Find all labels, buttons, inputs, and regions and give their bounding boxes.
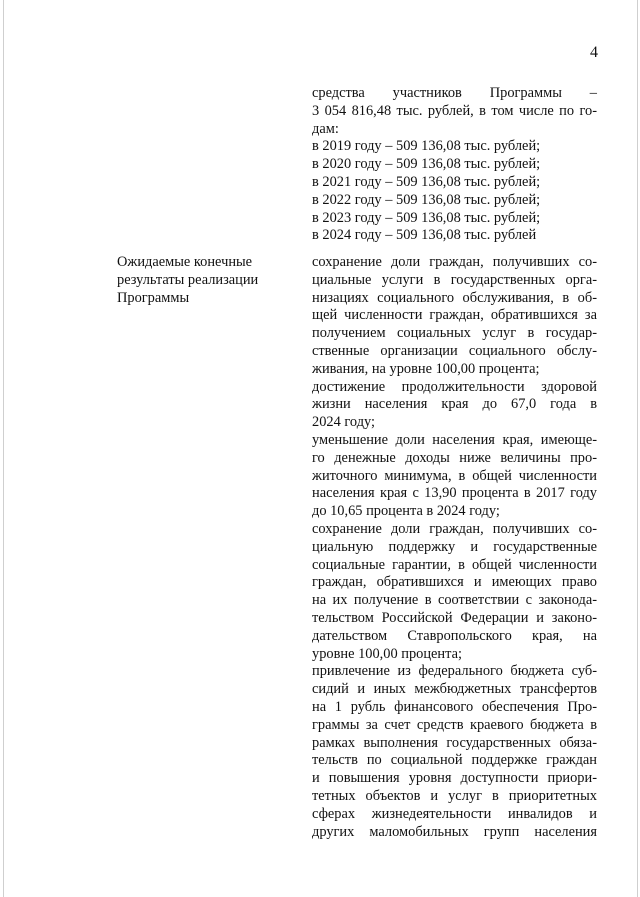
text-line: в 2019 году – 509 136,08 тыс. рублей; [312,138,541,155]
text-line: жизни населения края до 67,0 года в [312,396,597,413]
text-line: живания, на уровне 100,00 процента; [312,360,540,377]
text-line: в 2020 году – 509 136,08 тыс. рублей; [312,156,541,173]
expected-results-text-block [312,254,597,841]
text-line: в 2022 году – 509 136,08 тыс. рублей; [312,191,541,208]
text-line: дательством Ставропольского края, на [312,627,597,644]
text-line: 3 054 816,48 тыс. рублей, в том числе по го- [312,102,597,119]
text-line: циальную поддержку и государственные [312,538,597,555]
text-line: тельств по социальной поддержке граждан [312,752,597,769]
text-line: получением социальных услуг в государ- [312,325,597,342]
text-line: го денежные доходы ниже величины про- [312,449,597,466]
text-line: граждан, обратившихся и имеющих право [312,574,597,591]
text-line: рамках выполнения государственных обяза- [312,734,597,751]
text-line: сидий и иных межбюджетных трансфертов [312,681,597,698]
text-line: щей численности граждан, обратившихся за [312,307,597,324]
text-line: и повышения уровня доступности приори- [312,770,597,787]
text-line: в 2023 году – 509 136,08 тыс. рублей; [312,209,541,226]
section-label-line: результаты реализации [117,271,259,288]
text-line: достижение продолжительности здоровой [312,378,597,395]
text-line: привлечение из федерального бюджета суб- [312,663,597,680]
text-line: средства участников Программы – [312,85,597,101]
section-label-line: Ожидаемые конечные [117,254,253,270]
text-line: уровне 100,00 процента; [312,645,462,662]
text-line: на 1 рубль финансового обеспечения Про- [312,698,597,715]
text-line: тельством Российской Федерации и законо- [312,609,597,626]
text-line: тетных объектов и услуг в приоритетных [312,787,597,804]
text-line: дам: [312,120,339,137]
text-line: сохранение доли граждан, получивших со- [312,520,597,537]
text-line: населения края с 13,90 процента в 2017 году [312,485,597,502]
text-line: уменьшение доли населения края, имеюще- [312,431,597,448]
text-line: в 2024 году – 509 136,08 тыс. рублей [312,227,537,244]
text-line: до 10,65 процента в 2024 году; [312,503,500,520]
text-line: ственные организации социального обслу- [312,342,597,359]
text-line: других маломобильных групп населения [312,823,597,840]
funding-text-block [312,85,597,245]
text-line: на их получение в соответствии с законода- [312,592,597,609]
text-line: низациях социального обслуживания, в об- [312,289,597,306]
text-line: житочного минимума, в общей численности [312,467,597,484]
scan-edge-right [637,0,638,897]
text-line: сохранение доли граждан, получивших со- [312,254,597,270]
page-number: 4 [590,44,598,61]
text-line: сферах жизнедеятельности инвалидов и [312,805,597,822]
text-line: граммы за счет средств краевого бюджета в [312,716,597,733]
scan-edge-left [3,0,4,897]
section-label-line: Программы [117,289,190,306]
text-line: циальные услуги в государственных орга- [312,271,597,288]
text-line: в 2021 году – 509 136,08 тыс. рублей; [312,173,541,190]
text-line: 2024 году; [312,414,376,431]
section-label [117,254,292,307]
text-line: социальные гарантии, в общей численности [312,556,597,573]
